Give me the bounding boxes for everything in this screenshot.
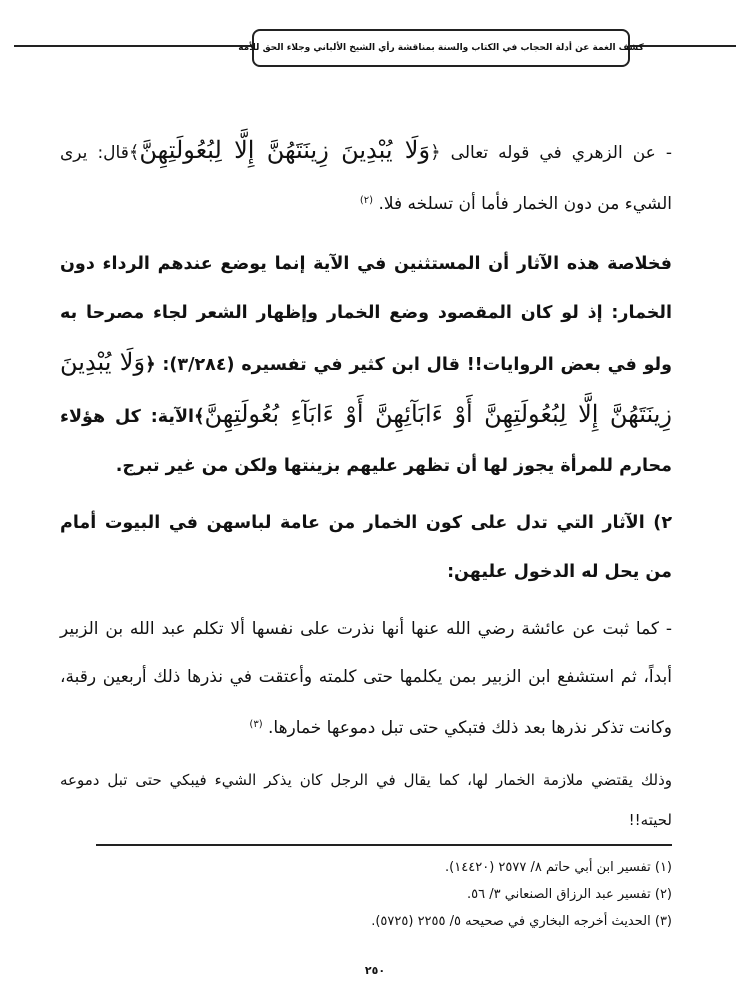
footnotes xyxy=(60,854,672,935)
quran-close-bracket: ﴾ xyxy=(193,406,205,427)
page-body xyxy=(60,126,672,840)
footnote-ref: (٢) xyxy=(359,195,374,206)
paragraph-aisha xyxy=(60,605,672,752)
paragraph-summary xyxy=(60,240,672,491)
text: - كما ثبت عن عائشة رضي الله عنها أنها نذرت على نفسها ألا تكلم عبد الله بن الزبير أبداً، ثم استشفع ابن الزبير بمن يكلمها حتى كلمته وأعتقت في نذرها ذلك أربعين رقبة، وكانت تذكر نذرها بعد ذلك فتبكي حتى تبل دموعها خمارها. xyxy=(60,619,672,738)
running-header xyxy=(238,29,644,67)
quran-open-bracket: ﴿ xyxy=(145,354,156,375)
quran-verse: وَلَا يُبْدِينَ زِينَتَهُنَّ إِلَّا لِبُعُولَتِهِنَّ xyxy=(139,136,431,164)
paragraph-conclusion: وذلك يقتضي ملازمة الخمار لها، كما يقال في الرجل كان يذكر الشيء فيبكي حتى تبل دموعه لحيته!! xyxy=(60,771,672,829)
text: الآية: كل هؤلاء محارم للمرأة يجوز لها أن تظهر عليهم بزينتها ولكن من غير تبرج. xyxy=(60,407,672,476)
quran-close-bracket: ﴾ xyxy=(128,142,140,163)
text: - عن الزهري في قوله تعالى xyxy=(440,143,673,163)
footnote-3: (٣) الحديث أخرجه البخاري في صحيحه ٥/ ٢٢٥٥ (٥٧٢٥). xyxy=(371,914,672,929)
footnote-separator xyxy=(96,844,672,846)
footnote-1: (١) تفسير ابن أبي حاتم ٨/ ٢٥٧٧ (١٤٤٢٠). xyxy=(445,860,672,875)
text: فخلاصة هذه الآثار أن المستثنين في الآية إنما يوضع عندهم الرداء دون الخمار: إذ لو كان المقصود وضع الخمار وإظهار الشعر لجاء مصرحا به ولو في بعض الروايات!! قال ابن كثير في تفسيره (٣/٢٨٤): xyxy=(60,254,673,375)
page-number: ٢٥٠ xyxy=(364,964,386,977)
footnote-2: (٢) تفسير عبد الرزاق الصنعاني ٣/ ٥٦. xyxy=(467,887,672,902)
quran-open-bracket: ﴿ xyxy=(430,142,441,163)
section-heading: ٢) الآثار التي تدل على كون الخمار من عامة لباسهن في البيوت أمام من يحل له الدخول عليهن: xyxy=(60,513,672,582)
quran-verse: وَلَا يُبْدِينَ زِينَتَهُنَّ إِلَّا لِبُعُولَتِهِنَّ أَوْ ءَابَآئِهِنَّ أَوْ ءَابَآءِ بُعُولَتِهِنَّ xyxy=(60,348,672,428)
running-title: كشف الغمة عن أدلة الحجاب في الكتاب والسنة بمناقشة رأي الشيخ الألباني وجلاء الحق للأمة xyxy=(238,43,644,53)
paragraph-zuhri xyxy=(60,126,672,228)
text: قال: يرى الشيء من دون الخمار فأما أن تسلخه فلا. xyxy=(60,143,672,214)
footnote-ref: (٣) xyxy=(249,719,263,730)
